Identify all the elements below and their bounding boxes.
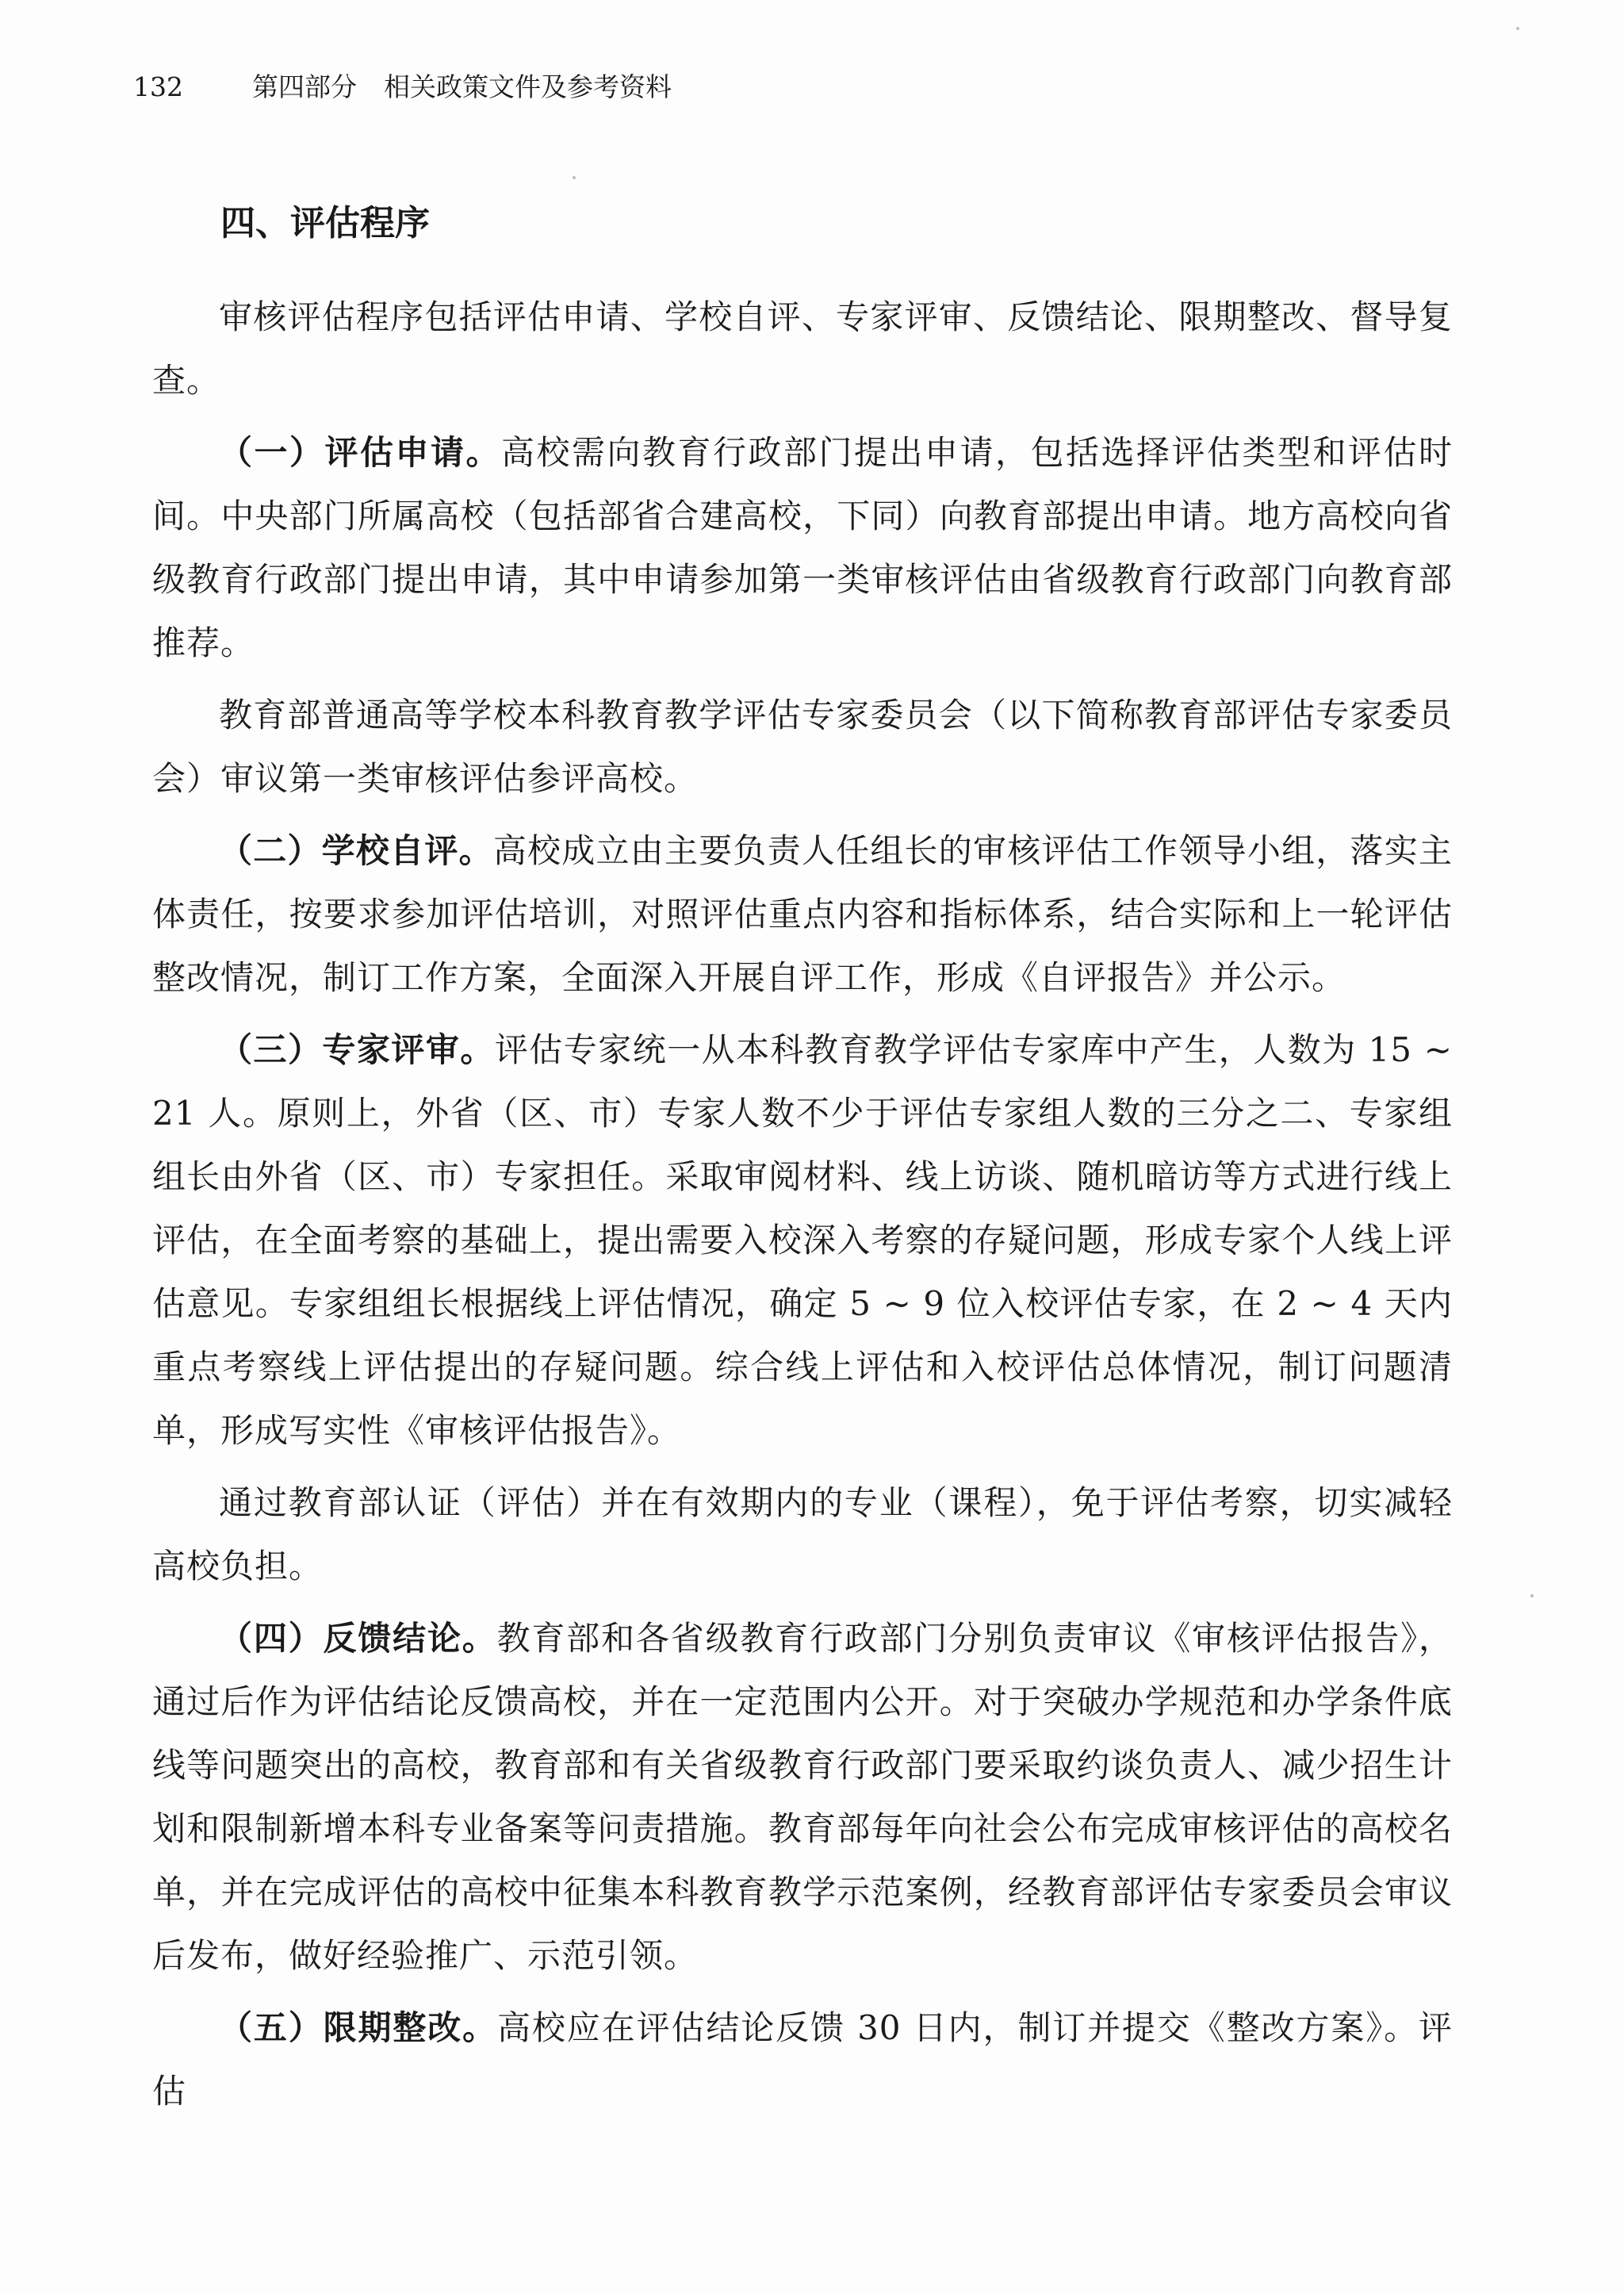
section-title: 四、评估程序 bbox=[220, 203, 430, 243]
paragraph bbox=[152, 1996, 1453, 2123]
header-title: 相关政策文件及参考资料 bbox=[384, 71, 672, 102]
scan-speck bbox=[573, 176, 576, 179]
page-number: 132 bbox=[133, 71, 183, 102]
paragraph bbox=[152, 1607, 1453, 1988]
body-text bbox=[152, 286, 1453, 2132]
paragraph-lead: （三）专家评审。 bbox=[219, 1030, 495, 1069]
paragraph bbox=[152, 1471, 1453, 1598]
paragraph bbox=[152, 684, 1453, 811]
paragraph-text: 教育部普通高等学校本科教育教学评估专家委员会（以下简称教育部评估专家委员会）审议第一类审核评估参评高校。 bbox=[152, 696, 1453, 798]
paragraph bbox=[152, 1018, 1453, 1463]
scan-speck bbox=[1516, 27, 1519, 30]
paragraph bbox=[152, 421, 1453, 675]
paragraph-text: 高校成立由主要负责人任组长的审核评估工作领导小组，落实主体责任，按要求参加评估培训，对照评估重点内容和指标体系，结合实际和上一轮评估整改情况，制订工作方案，全面深入开展自评工作，形成《自评报告》并公示。 bbox=[152, 831, 1453, 997]
paragraph-text: 通过教育部认证（评估）并在有效期内的专业（课程），免于评估考察，切实减轻高校负担。 bbox=[152, 1483, 1453, 1586]
paragraph-lead: （二）学校自评。 bbox=[219, 831, 493, 870]
paragraph bbox=[152, 819, 1453, 1010]
paragraph-text: 审核评估程序包括评估申请、学校自评、专家评审、反馈结论、限期整改、督导复查。 bbox=[152, 297, 1453, 400]
paragraph-lead: （一）评估申请。 bbox=[219, 433, 501, 472]
paragraph-text: 高校需向教育行政部门提出申请，包括选择评估类型和评估时间。中央部门所属高校（包括部省合建高校，下同）向教育部提出申请。地方高校向省级教育行政部门提出申请，其中申请参加第一类审核评估由省级教育行政部门向教育部推荐。 bbox=[152, 433, 1453, 662]
paragraph-text: 教育部和各省级教育行政部门分别负责审议《审核评估报告》，通过后作为评估结论反馈高校，并在一定范围内公开。对于突破办学规范和办学条件底线等问题突出的高校，教育部和有关省级教育行政部门要采取约谈负责人、减少招生计划和限制新增本科专业备案等问责措施。教育部每年向社会公布完成审核评估的高校名单，并在完成评估的高校中征集本科教育教学示范案例，经教育部评估专家委员会审议后发布，做好经验推广、示范引领。 bbox=[152, 1619, 1453, 1975]
running-header bbox=[133, 65, 1497, 109]
scan-speck bbox=[1530, 1594, 1534, 1597]
paragraph-text: 高校应在评估结论反馈 30 日内，制订并提交《整改方案》。评估 bbox=[152, 2008, 1453, 2111]
part-label: 第四部分 bbox=[252, 71, 357, 102]
paragraph-lead: （五）限期整改。 bbox=[219, 2008, 498, 2047]
paragraph bbox=[152, 286, 1453, 412]
paragraph-text: 评估专家统一从本科教育教学评估专家库中产生，人数为 15 ~ 21 人。原则上，外省（区、市）专家人数不少于评估专家组人数的三分之二、专家组组长由外省（区、市）专家担任。采取审阅材料、线上访谈、随机暗访等方式进行线上评估，在全面考察的基础上，提出需要入校深入考察的存疑问题，形成专家个人线上评估意见。专家组组长根据线上评估情况，确定 5 ~ 9 位入校评估专家，在 2 ~ 4 天内重点考察线上评估提出的存疑问题。综合线上评估和入校评估总体情况，制订问题清单，形成写实性《审核评估报告》。 bbox=[152, 1030, 1453, 1450]
paragraph-lead: （四）反馈结论。 bbox=[219, 1619, 497, 1658]
